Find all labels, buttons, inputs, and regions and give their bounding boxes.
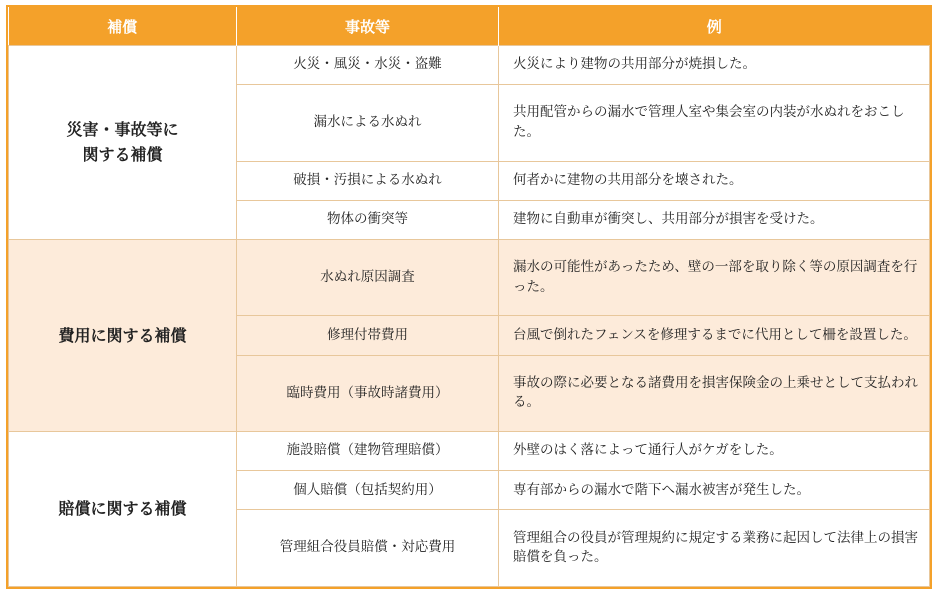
example-cell: 管理組合の役員が管理規約に規定する業務に起因して法律上の損害賠償を負った。 [499,510,930,587]
category-label-line: 関する補償 [82,145,163,165]
table-row [9,239,930,315]
header-compensation: 補償 [9,7,237,46]
incident-cell: 施設賠償（建物管理賠償） [237,432,499,471]
example-cell: 台風で倒れたフェンスを修理するまでに代用として柵を設置した。 [499,316,930,355]
incident-cell: 修理付帯費用 [237,316,499,355]
incident-cell: 個人賠償（包括契約用） [237,471,499,510]
category-cell: 賠償に関する補償 [9,432,237,587]
example-cell: 事故の際に必要となる諸費用を損害保険金の上乗せとして支払われる。 [499,355,930,431]
category-label-line: 災害・事故等に [66,119,179,139]
incident-cell: 火災・風災・水災・盗難 [237,46,499,85]
header-row [9,7,930,46]
incident-cell: 破損・汚損による水ぬれ [237,161,499,200]
example-cell: 建物に自動車が衝突し、共用部分が損害を受けた。 [499,200,930,239]
table-row [9,46,930,85]
compensation-table [8,7,930,587]
example-cell: 漏水の可能性があったため、壁の一部を取り除く等の原因調査を行った。 [499,239,930,315]
example-cell: 外壁のはく落によって通行人がケガをした。 [499,432,930,471]
incident-cell: 物体の衝突等 [237,200,499,239]
incident-cell: 水ぬれ原因調査 [237,239,499,315]
header-example: 例 [499,7,930,46]
example-cell: 専有部からの漏水で階下へ漏水被害が発生した。 [499,471,930,510]
compensation-table-container [6,5,932,589]
category-cell [9,46,237,240]
incident-cell: 臨時費用（事故時諸費用） [237,355,499,431]
header-incident: 事故等 [237,7,499,46]
category-cell: 費用に関する補償 [9,239,237,431]
example-cell: 何者かに建物の共用部分を壊された。 [499,161,930,200]
table-row [9,432,930,471]
incident-cell: 管理組合役員賠償・対応費用 [237,510,499,587]
incident-cell: 漏水による水ぬれ [237,85,499,161]
example-cell: 共用配管からの漏水で管理人室や集会室の内装が水ぬれをおこした。 [499,85,930,161]
example-cell: 火災により建物の共用部分が焼損した。 [499,46,930,85]
